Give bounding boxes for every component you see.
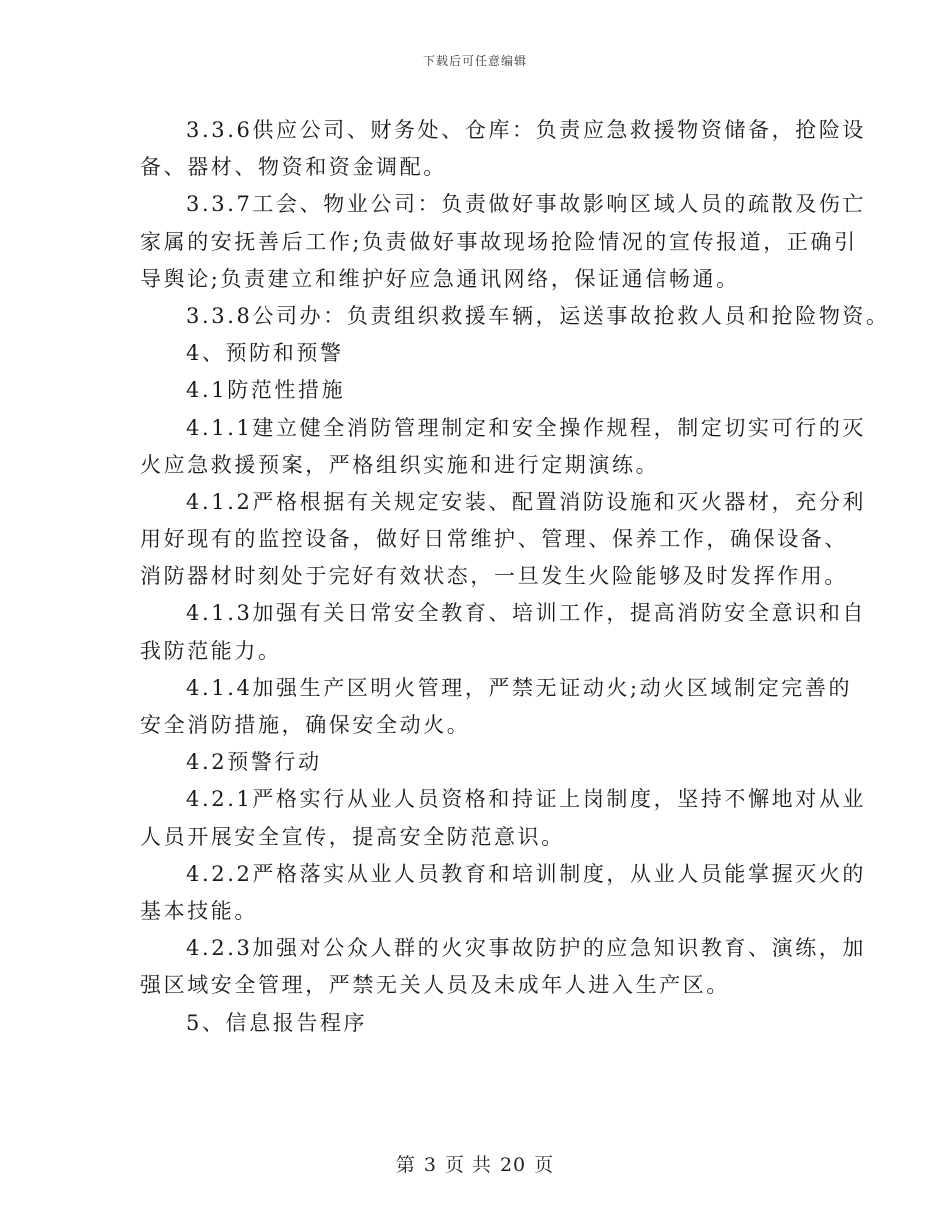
- text-line: 4.2.1严格实行从业人员资格和持证上岗制度，坚持不懈地对从业: [186, 787, 867, 812]
- text-line: 5、信息报告程序: [186, 1010, 368, 1035]
- page-footer: [0, 1150, 950, 1177]
- text-line: 4.1.4加强生产区明火管理，严禁无证动火;动火区域制定完善的: [186, 675, 853, 700]
- footer-prefix: 第: [395, 1154, 416, 1176]
- text-line: 人员开展安全宣传，提高安全防范意识。: [140, 824, 565, 849]
- text-line: 3.3.7工会、物业公司：负责做好事故影响区域人员的疏散及伤亡: [186, 192, 867, 217]
- text-line: 我防范能力。: [140, 638, 282, 663]
- footer-page-number: 3: [423, 1154, 437, 1176]
- footer-suffix: 页: [534, 1154, 555, 1176]
- text-line: 基本技能。: [140, 898, 258, 923]
- text-line: 4.1.3加强有关日常安全教育、培训工作，提高消防安全意识和自: [186, 601, 867, 626]
- footer-total-pages: 20: [499, 1154, 527, 1176]
- footer-middle: 页 共: [444, 1154, 492, 1176]
- text-line: 4.2.3加强对公众人群的火灾事故防护的应急知识教育、演练，加: [186, 936, 867, 961]
- text-line: 备、器材、物资和资金调配。: [140, 155, 447, 180]
- text-line: 4.2预警行动: [186, 750, 322, 775]
- text-line: 4.1.1建立健全消防管理制定和安全操作规程，制定切实可行的灭: [186, 415, 867, 440]
- text-line: 4.1.2严格根据有关规定安装、配置消防设施和灭火器材，充分利: [186, 489, 867, 514]
- text-line: 家属的安抚善后工作;负责做好事故现场抢险情况的宣传报道，正确引: [140, 229, 858, 254]
- text-line: 4.2.2严格落实从业人员教育和培训制度，从业人员能掌握灭火的: [186, 861, 867, 886]
- text-line: 3.3.8公司办：负责组织救援车辆，运送事故抢救人员和抢险物资。: [186, 303, 890, 328]
- text-line: 4.1防范性措施: [186, 378, 346, 403]
- text-line: 3.3.6供应公司、财务处、仓库：负责应急救援物资储备，抢险设: [186, 118, 867, 142]
- text-line: 强区域安全管理，严禁无关人员及未成年人进入生产区。: [140, 973, 730, 998]
- text-line: 用好现有的监控设备，做好日常维护、管理、保养工作，确保设备、: [140, 527, 848, 552]
- text-line: 消防器材时刻处于完好有效状态，一旦发生火险能够及时发挥作用。: [140, 564, 848, 589]
- text-line: 4、预防和预警: [186, 341, 344, 366]
- text-line: 火应急救援预案，严格组织实施和进行定期演练。: [140, 452, 660, 477]
- document-body: [140, 112, 890, 1042]
- text-line: 导舆论;负责建立和维护好应急通讯网络，保证通信畅通。: [140, 266, 740, 291]
- text-line: 安全消防措施，确保安全动火。: [140, 713, 471, 737]
- page-header-note: 下载后可任意编辑: [422, 54, 527, 68]
